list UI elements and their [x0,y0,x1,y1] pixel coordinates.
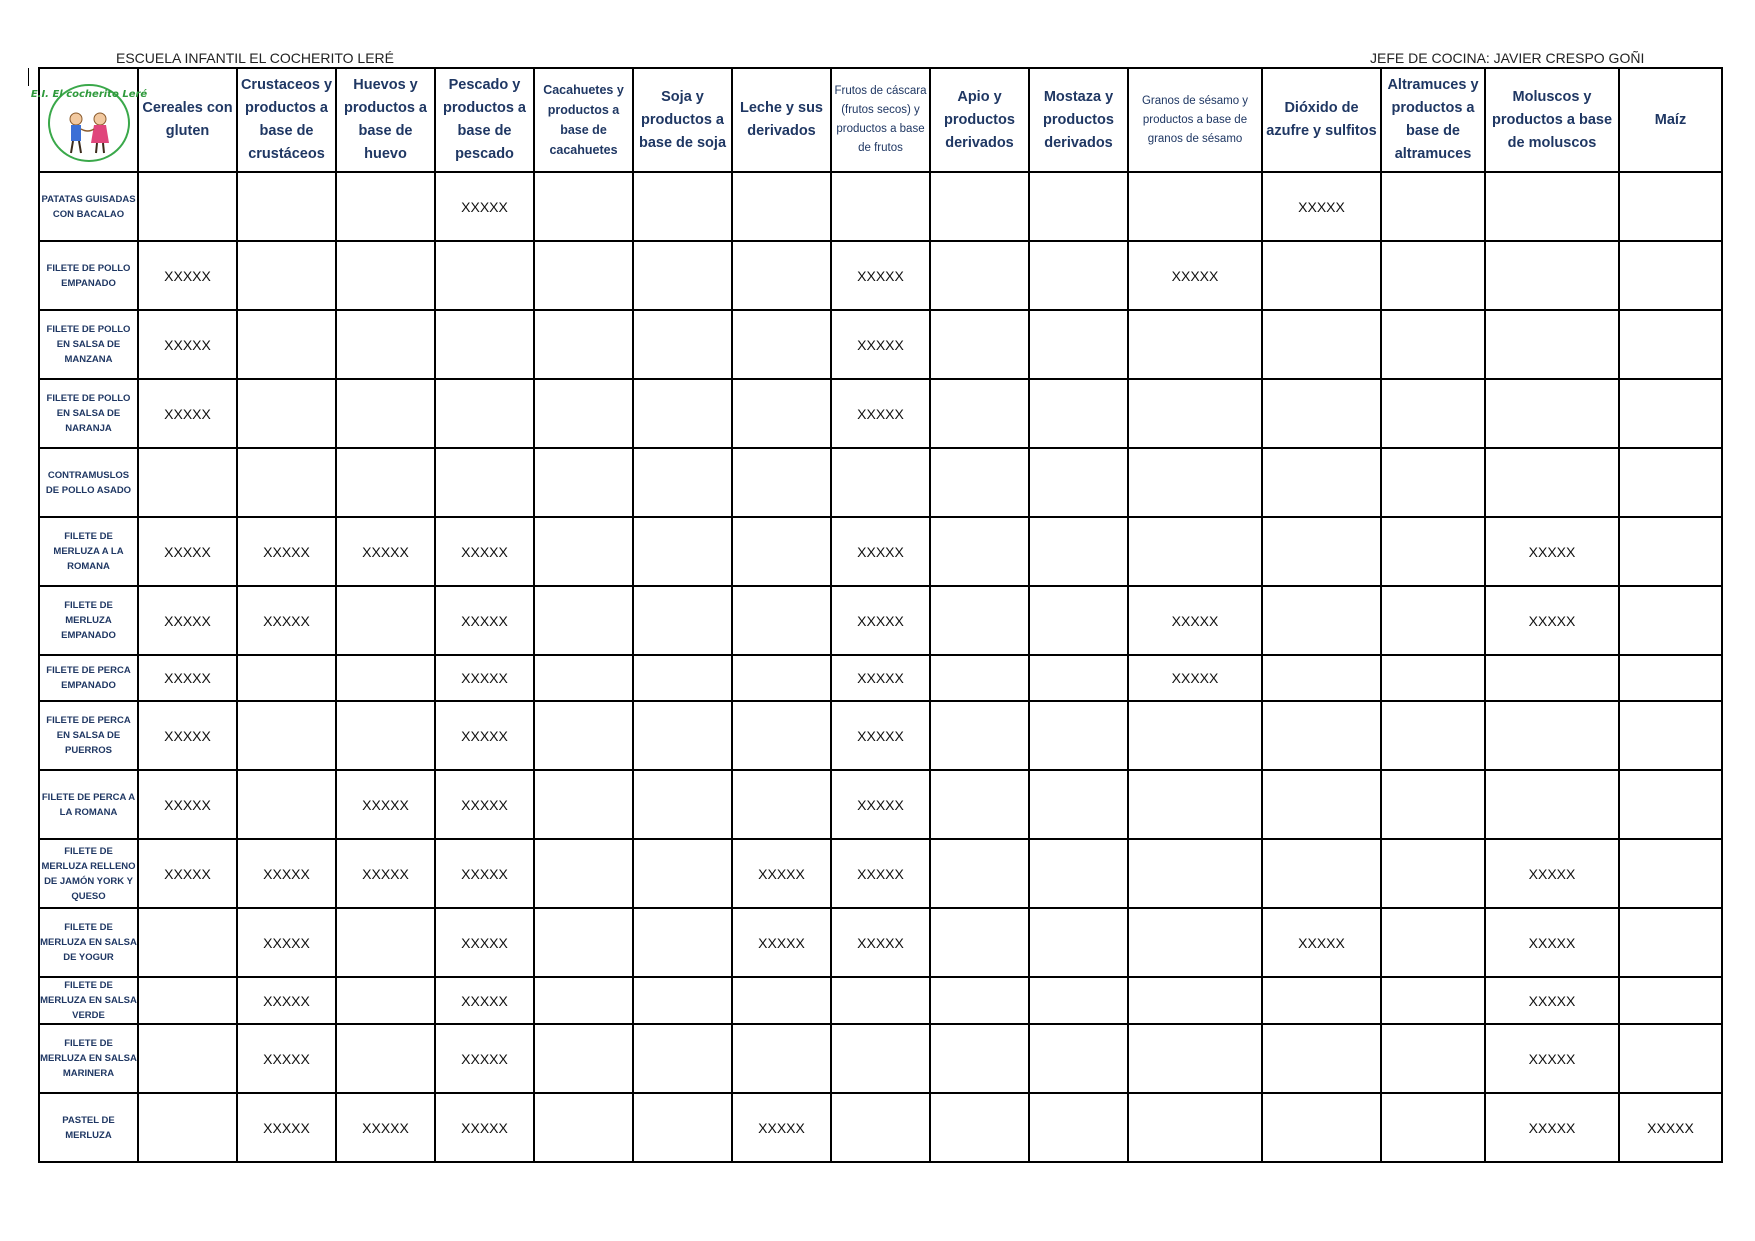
allergen-cell [1128,448,1262,517]
allergen-cell [1029,701,1128,770]
allergen-cell [534,310,633,379]
allergen-cell: XXXXX [831,908,930,977]
allergen-cell [336,586,435,655]
allergen-cell [534,655,633,701]
allergen-cell [930,517,1029,586]
allergen-cell [930,1093,1029,1162]
allergen-cell [930,241,1029,310]
col-header-frutos-cascara: Frutos de cáscara (frutos secos) y productos a base de frutos [831,68,930,172]
allergen-cell [633,1024,732,1093]
allergen-cell [534,701,633,770]
allergen-cell [1619,172,1722,241]
allergen-cell [1381,839,1485,908]
dish-name: FILETE DE MERLUZA EN SALSA DE YOGUR [39,908,138,977]
allergen-cell: XXXXX [336,1093,435,1162]
dish-name: FILETE DE MERLUZA A LA ROMANA [39,517,138,586]
allergen-cell: XXXXX [732,1093,831,1162]
allergen-cell [1128,908,1262,977]
allergen-cell [831,1093,930,1162]
allergen-cell [1262,701,1381,770]
school-name: ESCUELA INFANTIL EL COCHERITO LERÉ [116,50,395,66]
allergen-cell [534,448,633,517]
allergen-cell [732,586,831,655]
allergen-cell: XXXXX [1128,241,1262,310]
logo-text: E.I. El cocherito Leré [30,89,147,100]
allergen-cell [930,310,1029,379]
allergen-cell [732,448,831,517]
col-header-maiz: Maíz [1619,68,1722,172]
allergen-cell [1381,172,1485,241]
chef-name: JEFE DE COCINA: JAVIER CRESPO GOÑI [1370,50,1645,66]
allergen-cell [138,448,237,517]
allergen-cell [1029,241,1128,310]
allergen-cell [138,908,237,977]
allergen-cell: XXXXX [237,908,336,977]
allergen-cell [633,977,732,1024]
allergen-cell [732,172,831,241]
allergen-cell [633,586,732,655]
allergen-cell [1029,1024,1128,1093]
allergen-cell: XXXXX [237,1093,336,1162]
allergen-cell [1262,586,1381,655]
table-row [39,908,1722,977]
col-header-altramuces: Altramuces y productos a base de altramuces [1381,68,1485,172]
allergen-cell [1381,770,1485,839]
allergen-cell [732,517,831,586]
allergen-cell [1381,701,1485,770]
table-row [39,701,1722,770]
allergen-cell [534,241,633,310]
col-header-apio: Apio y productos derivados [930,68,1029,172]
allergen-cell [534,977,633,1024]
allergen-cell [732,655,831,701]
dish-name: FILETE DE POLLO EN SALSA DE MANZANA [39,310,138,379]
allergen-cell [1128,839,1262,908]
allergen-cell [534,172,633,241]
allergen-cell [633,310,732,379]
allergen-cell [336,172,435,241]
allergen-cell [930,839,1029,908]
dish-name: PASTEL DE MERLUZA [39,1093,138,1162]
dish-name: FILETE DE MERLUZA EMPANADO [39,586,138,655]
allergen-cell [237,172,336,241]
allergen-cell [930,977,1029,1024]
allergen-cell: XXXXX [831,655,930,701]
allergen-cell [237,310,336,379]
allergen-cell [435,448,534,517]
allergen-cell [1128,1024,1262,1093]
dish-name: FILETE DE MERLUZA EN SALSA VERDE [39,977,138,1024]
allergen-cell: XXXXX [138,701,237,770]
allergen-cell [336,701,435,770]
allergen-cell [1619,770,1722,839]
allergen-cell: XXXXX [435,172,534,241]
allergen-cell [1128,172,1262,241]
allergen-cell: XXXXX [1262,908,1381,977]
allergen-cell [732,770,831,839]
allergen-cell [732,701,831,770]
allergen-cell: XXXXX [831,241,930,310]
allergen-cell [1029,839,1128,908]
allergen-cell [534,1093,633,1162]
allergen-cell: XXXXX [138,586,237,655]
allergen-cell [1485,448,1619,517]
allergen-cell: XXXXX [435,839,534,908]
allergen-cell [237,701,336,770]
col-header-sesamo: Granos de sésamo y productos a base de granos de sésamo [1128,68,1262,172]
allergen-cell [732,241,831,310]
allergen-cell [1619,655,1722,701]
allergen-cell [534,1024,633,1093]
col-header-mostaza: Mostaza y productos derivados [1029,68,1128,172]
allergen-cell: XXXXX [237,586,336,655]
dish-name: FILETE DE MERLUZA EN SALSA MARINERA [39,1024,138,1093]
allergen-cell: XXXXX [831,839,930,908]
allergen-cell: XXXXX [1485,1093,1619,1162]
table-row [39,586,1722,655]
allergen-cell: XXXXX [732,839,831,908]
dish-name: FILETE DE POLLO EN SALSA DE NARANJA [39,379,138,448]
allergen-cell [1262,655,1381,701]
col-header-cereales: Cereales con gluten [138,68,237,172]
allergen-cell [1619,517,1722,586]
table-row [39,770,1722,839]
allergen-cell [1029,908,1128,977]
dish-name: FILETE DE PERCA EN SALSA DE PUERROS [39,701,138,770]
allergen-cell: XXXXX [336,839,435,908]
allergen-cell [336,241,435,310]
allergen-cell: XXXXX [1485,839,1619,908]
allergen-cell [1619,379,1722,448]
allergen-cell: XXXXX [138,379,237,448]
allergen-cell [930,1024,1029,1093]
allergen-cell: XXXXX [435,701,534,770]
allergen-cell [1485,310,1619,379]
allergen-cell [831,172,930,241]
allergen-cell: XXXXX [237,517,336,586]
allergen-cell [732,379,831,448]
allergen-cell [1381,1024,1485,1093]
allergen-cell [1619,839,1722,908]
allergen-cell [1381,655,1485,701]
dish-name: FILETE DE PERCA A LA ROMANA [39,770,138,839]
allergen-cell: XXXXX [435,977,534,1024]
allergen-cell: XXXXX [435,655,534,701]
allergen-cell [138,977,237,1024]
allergen-cell: XXXXX [831,701,930,770]
allergen-cell [237,770,336,839]
allergen-cell [930,448,1029,517]
allergen-cell [1128,977,1262,1024]
logo-cell [30,68,147,172]
allergen-cell [1619,977,1722,1024]
allergen-cell [1485,379,1619,448]
allergen-cell [138,1093,237,1162]
allergen-cell: XXXXX [435,1024,534,1093]
allergen-cell [1485,701,1619,770]
allergen-cell [831,977,930,1024]
table-row [39,839,1722,908]
allergen-cell [1262,379,1381,448]
allergen-cell [1485,172,1619,241]
table-row [39,448,1722,517]
allergen-cell [1485,241,1619,310]
table-row [39,172,1722,241]
allergen-cell [1619,241,1722,310]
allergen-cell [1619,1024,1722,1093]
allergen-cell [138,1024,237,1093]
allergen-cell [1029,977,1128,1024]
allergen-cell [633,655,732,701]
allergen-cell [1485,770,1619,839]
allergen-cell [1029,586,1128,655]
col-header-sulfitos: Dióxido de azufre y sulfitos [1262,68,1381,172]
allergen-cell [831,448,930,517]
allergen-cell: XXXXX [138,839,237,908]
text-cursor [28,68,29,86]
allergen-cell: XXXXX [138,655,237,701]
dish-name: FILETE DE MERLUZA RELLENO DE JAMÓN YORK Y QUESO [39,839,138,908]
allergen-cell [1128,517,1262,586]
allergen-cell [1619,586,1722,655]
allergen-cell [237,379,336,448]
allergen-cell [1029,448,1128,517]
allergen-cell [336,977,435,1024]
allergen-cell [831,1024,930,1093]
table-row [39,310,1722,379]
allergen-cell [930,655,1029,701]
allergen-cell: XXXXX [831,310,930,379]
allergen-cell: XXXXX [831,517,930,586]
allergen-cell [435,310,534,379]
allergen-cell [1128,701,1262,770]
allergen-cell [633,770,732,839]
allergen-cell [1262,1093,1381,1162]
allergen-cell [1029,172,1128,241]
allergen-cell: XXXXX [1262,172,1381,241]
table-row [39,655,1722,701]
allergen-cell: XXXXX [336,517,435,586]
allergen-cell [336,1024,435,1093]
allergen-cell: XXXXX [1128,655,1262,701]
allergen-cell [1029,770,1128,839]
dish-name: PATATAS GUISADAS CON BACALAO [39,172,138,241]
col-header-pescado: Pescado y productos a base de pescado [435,68,534,172]
allergen-cell [930,908,1029,977]
allergen-cell [1029,310,1128,379]
header-row [39,68,1722,172]
table-row [39,379,1722,448]
allergen-cell [633,701,732,770]
allergen-cell [930,172,1029,241]
allergen-cell [435,379,534,448]
allergen-cell: XXXXX [435,517,534,586]
allergen-cell: XXXXX [435,586,534,655]
allergen-cell [534,770,633,839]
allergen-cell [1381,977,1485,1024]
allergen-cell [1619,908,1722,977]
allergen-cell [633,839,732,908]
allergen-cell [1262,241,1381,310]
allergen-cell: XXXXX [138,770,237,839]
school-logo [30,75,147,165]
allergen-cell [930,770,1029,839]
allergen-cell [633,379,732,448]
table-row [39,517,1722,586]
allergen-cell [732,310,831,379]
allergen-cell: XXXXX [138,241,237,310]
allergen-cell [1619,448,1722,517]
dish-name: CONTRAMUSLOS DE POLLO ASADO [39,448,138,517]
allergen-cell: XXXXX [435,1093,534,1162]
allergen-cell [1029,1093,1128,1162]
allergen-cell [237,448,336,517]
col-header-huevos: Huevos y productos a base de huevo [336,68,435,172]
allergen-cell [930,586,1029,655]
allergen-cell [1128,1093,1262,1162]
allergen-cell: XXXXX [1485,1024,1619,1093]
allergen-cell [1381,517,1485,586]
allergen-cell: XXXXX [336,770,435,839]
table-row [39,1093,1722,1162]
allergen-table [30,67,1723,1163]
allergen-cell [1381,908,1485,977]
allergen-cell [534,517,633,586]
col-header-cacahuetes: Cacahuetes y productos a base de cacahuetes [534,68,633,172]
allergen-cell [237,655,336,701]
dish-name: FILETE DE PERCA EMPANADO [39,655,138,701]
allergen-cell [1262,839,1381,908]
allergen-cell [435,241,534,310]
allergen-cell [1029,517,1128,586]
allergen-cell [1381,379,1485,448]
allergen-cell: XXXXX [237,977,336,1024]
allergen-cell: XXXXX [1485,586,1619,655]
allergen-cell [1128,770,1262,839]
allergen-cell [732,1024,831,1093]
col-header-leche: Leche y sus derivados [732,68,831,172]
dish-name: FILETE DE POLLO EMPANADO [39,241,138,310]
col-header-crustaceos: Crustaceos y productos a base de crustáceos [237,68,336,172]
allergen-cell [1128,310,1262,379]
allergen-cell [633,448,732,517]
allergen-cell [237,241,336,310]
allergen-cell [1262,977,1381,1024]
allergen-cell [1262,310,1381,379]
table-row [39,1024,1722,1093]
allergen-cell [336,310,435,379]
allergen-cell: XXXXX [831,379,930,448]
allergen-cell: XXXXX [732,908,831,977]
allergen-cell [1262,448,1381,517]
allergen-cell: XXXXX [831,770,930,839]
allergen-cell [336,908,435,977]
allergen-cell [534,586,633,655]
allergen-cell [930,701,1029,770]
allergen-cell [1381,241,1485,310]
allergen-cell [1262,517,1381,586]
table-row [39,977,1722,1024]
allergen-cell: XXXXX [435,770,534,839]
col-header-soja: Soja y productos a base de soja [633,68,732,172]
allergen-cell [1381,448,1485,517]
allergen-cell: XXXXX [1128,586,1262,655]
allergen-cell [1262,770,1381,839]
allergen-cell [732,977,831,1024]
col-header-moluscos: Moluscos y productos a base de moluscos [1485,68,1619,172]
allergen-cell [633,908,732,977]
allergen-cell [138,172,237,241]
allergen-cell [1381,1093,1485,1162]
allergen-cell: XXXXX [138,310,237,379]
allergen-cell: XXXXX [1485,517,1619,586]
allergen-cell [534,839,633,908]
allergen-cell: XXXXX [831,586,930,655]
allergen-cell [1262,1024,1381,1093]
allergen-cell: XXXXX [138,517,237,586]
allergen-cell [1029,379,1128,448]
allergen-cell [1029,655,1128,701]
allergen-cell [534,379,633,448]
allergen-cell [1485,655,1619,701]
allergen-cell [633,517,732,586]
allergen-cell: XXXXX [1485,977,1619,1024]
allergen-cell [633,241,732,310]
allergen-cell: XXXXX [1619,1093,1722,1162]
allergen-cell: XXXXX [1485,908,1619,977]
allergen-cell [1619,701,1722,770]
allergen-cell [633,1093,732,1162]
allergen-cell [336,379,435,448]
allergen-cell [1381,310,1485,379]
allergen-cell: XXXXX [237,1024,336,1093]
allergen-cell [1381,586,1485,655]
allergen-cell: XXXXX [237,839,336,908]
allergen-cell [336,448,435,517]
table-row [39,241,1722,310]
allergen-cell [930,379,1029,448]
allergen-cell [1128,379,1262,448]
allergen-cell [534,908,633,977]
allergen-cell [1619,310,1722,379]
allergen-cell [633,172,732,241]
allergen-cell [336,655,435,701]
allergen-cell: XXXXX [435,908,534,977]
